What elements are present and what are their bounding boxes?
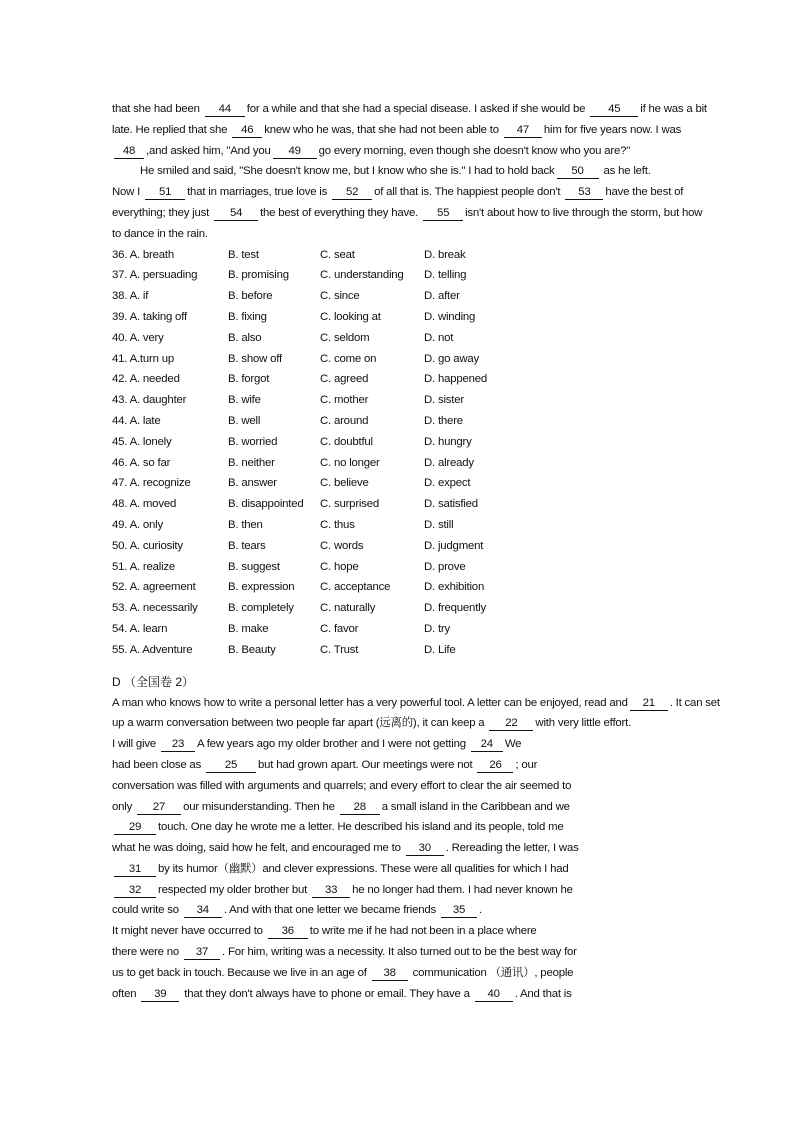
option-b[interactable]: B. well — [228, 414, 261, 427]
text-line — [112, 713, 682, 734]
answer-blank[interactable]: 29 — [114, 820, 156, 835]
text-run: . It can set — [669, 696, 720, 709]
text-run: of all that is. The happiest people don't — [374, 186, 564, 199]
text-line — [112, 942, 682, 963]
option-b[interactable]: B. fixing — [228, 310, 267, 323]
text-run: he no longer had them. I had never known he — [352, 883, 573, 896]
option-a[interactable]: 36. A. breath — [112, 248, 174, 261]
option-a[interactable]: 41. A.turn up — [112, 352, 174, 365]
answer-blank[interactable]: 25 — [206, 758, 256, 773]
option-c[interactable]: C. favor — [320, 622, 359, 635]
option-a[interactable]: 47. A. recognize — [112, 477, 191, 490]
answer-blank[interactable]: 53 — [565, 185, 603, 200]
text-line — [112, 224, 682, 245]
option-row — [112, 536, 682, 557]
option-d[interactable]: D. already — [424, 456, 474, 469]
text-line — [112, 838, 682, 859]
answer-blank[interactable]: 54 — [214, 206, 258, 221]
option-b[interactable]: B. completely — [228, 602, 294, 615]
text-run: only — [112, 800, 136, 813]
option-d[interactable]: D. expect — [424, 477, 471, 490]
option-c[interactable]: C. understanding — [320, 269, 404, 282]
text-run: by its humor（幽默）and clever expressions. These were all qualities for which I had — [158, 862, 569, 875]
text-run: knew who he was, that she had not been able to — [264, 123, 502, 136]
text-run: for a while and that she had a special disease. I asked if she would be — [246, 103, 589, 115]
option-a[interactable]: 49. A. only — [112, 518, 163, 531]
answer-blank[interactable]: 40 — [475, 987, 513, 1002]
option-b[interactable]: B. tears — [228, 539, 266, 552]
option-a[interactable]: 40. A. very — [112, 331, 164, 344]
text-line — [112, 984, 682, 1005]
option-row — [112, 557, 682, 578]
option-a[interactable]: 55. A. Adventure — [112, 643, 193, 656]
answer-blank[interactable]: 39 — [141, 987, 179, 1002]
option-row — [112, 328, 682, 349]
option-b[interactable]: B. then — [228, 518, 263, 531]
text-run: ; our — [515, 758, 538, 771]
option-d[interactable]: D. go away — [424, 352, 479, 365]
option-d[interactable]: D. hungry — [424, 435, 472, 448]
option-d[interactable]: D. prove — [424, 560, 466, 573]
answer-blank[interactable]: 31 — [114, 862, 156, 877]
answer-blank[interactable]: 47 — [504, 123, 542, 138]
option-row — [112, 432, 682, 453]
text-run: Now I — [112, 186, 144, 199]
passage-d — [112, 693, 720, 1005]
option-a[interactable]: 42. A. needed — [112, 373, 180, 386]
text-run: isn't about how to live through the storm, but how — [465, 206, 703, 219]
answer-blank[interactable]: 51 — [145, 185, 185, 200]
option-a[interactable]: 52. A. agreement — [112, 581, 196, 594]
text-line — [112, 921, 682, 942]
text-run: to write me if he had not been in a place where — [309, 925, 537, 938]
answer-blank[interactable]: 38 — [372, 966, 408, 981]
answer-blank[interactable]: 33 — [312, 883, 350, 898]
answer-blank[interactable]: 36 — [268, 924, 308, 939]
answer-blank[interactable]: 35 — [441, 903, 477, 918]
option-b[interactable]: B. forgot — [228, 373, 270, 386]
text-run: but had grown apart. Our meetings were not — [258, 758, 476, 771]
text-run: have the best of — [605, 186, 684, 199]
option-b[interactable]: B. worried — [228, 435, 278, 448]
option-d[interactable]: D. sister — [424, 394, 464, 407]
text-run: A man who knows how to write a personal letter has a very powerful tool. A letter can be enjoyed, read and — [112, 696, 628, 709]
answer-blank[interactable]: 28 — [340, 800, 380, 815]
text-line — [112, 817, 682, 838]
text-run: that she had been — [112, 103, 203, 115]
option-c[interactable]: C. since — [320, 290, 360, 303]
text-line — [112, 203, 703, 224]
text-line — [112, 99, 707, 120]
option-d[interactable]: D. still — [424, 518, 454, 531]
text-run: could write so — [112, 904, 182, 917]
option-a[interactable]: 46. A. so far — [112, 456, 171, 469]
text-run: as he left. — [600, 165, 651, 178]
text-run: ,and asked him, "And you — [146, 144, 271, 157]
text-run: had been close as — [112, 758, 205, 771]
text-run: . — [478, 904, 482, 917]
option-d[interactable]: D. judgment — [424, 539, 484, 552]
option-c[interactable]: C. words — [320, 539, 364, 552]
text-line — [112, 880, 682, 901]
text-run: He smiled and said, "She doesn't know me, but I know who she is." I had to hold back — [140, 165, 555, 178]
option-row — [112, 577, 682, 598]
text-run: our misunderstanding. Then he — [183, 800, 338, 813]
option-c[interactable]: C. Trust — [320, 643, 359, 656]
option-d[interactable]: D. there — [424, 414, 463, 427]
option-d[interactable]: D. satisfied — [424, 498, 478, 511]
text-run: to dance in the rain. — [112, 227, 208, 240]
option-a[interactable]: 38. A. if — [112, 290, 149, 303]
option-row — [112, 640, 682, 661]
text-run: if he was a bit — [640, 103, 707, 115]
text-run: up a warm conversation between two people far apart (远离的), it can keep a — [112, 717, 488, 730]
answer-blank[interactable]: 37 — [184, 945, 220, 960]
text-run: that in marriages, true love is — [187, 186, 331, 199]
option-c[interactable]: C. no longer — [320, 456, 380, 469]
text-run: us to get back in touch. Because we live in an age of — [112, 966, 370, 979]
answer-blank[interactable]: 32 — [114, 883, 156, 898]
text-line — [112, 734, 682, 755]
text-line — [112, 161, 682, 182]
option-b[interactable]: B. disappointed — [228, 498, 304, 511]
option-row — [112, 349, 682, 370]
text-run: It might never have occurred to — [112, 925, 266, 938]
option-row — [112, 369, 682, 390]
text-run: go every morning, even though she doesn't know who you are?" — [318, 144, 631, 157]
option-row — [112, 411, 682, 432]
option-d[interactable]: D. winding — [424, 310, 476, 323]
option-b[interactable]: B. suggest — [228, 560, 280, 573]
option-b[interactable]: B. neither — [228, 456, 275, 469]
option-b[interactable]: B. before — [228, 290, 273, 303]
text-run: communication （通讯）, people — [409, 966, 574, 979]
option-a[interactable]: 39. A. taking off — [112, 310, 187, 323]
option-b[interactable]: B. also — [228, 331, 262, 344]
text-line — [112, 693, 720, 714]
text-run: . Rereading the letter, I was — [445, 842, 579, 855]
option-a[interactable]: 50. A. curiosity — [112, 539, 183, 552]
option-c[interactable]: C. thus — [320, 518, 355, 531]
option-d[interactable]: D. after — [424, 290, 460, 303]
text-run: We — [504, 738, 522, 751]
text-line — [112, 120, 682, 141]
option-c[interactable]: C. doubtful — [320, 435, 373, 448]
answer-blank[interactable]: 34 — [184, 903, 222, 918]
text-run: A few years ago my older brother and I were not getting — [196, 738, 469, 751]
option-row — [112, 390, 682, 411]
option-row — [112, 598, 682, 619]
text-run: . And that is — [514, 987, 572, 1000]
text-run: conversation was filled with arguments and quarrels; and every effort to clear the air seemed to — [112, 779, 572, 792]
option-d[interactable]: D. break — [424, 248, 466, 261]
option-b[interactable]: B. expression — [228, 581, 295, 594]
option-a[interactable]: 53. A. necessarily — [112, 602, 198, 615]
answer-blank[interactable]: 22 — [489, 716, 533, 731]
text-run: often — [112, 987, 140, 1000]
option-a[interactable]: 44. A. late — [112, 414, 161, 427]
text-run: a small island in the Caribbean and we — [381, 800, 570, 813]
option-c[interactable]: C. hope — [320, 560, 359, 573]
text-run: I will give — [112, 738, 159, 751]
option-b[interactable]: B. show off — [228, 352, 282, 365]
document-page — [112, 99, 720, 1004]
answer-blank[interactable]: 52 — [332, 185, 372, 200]
text-line — [112, 776, 682, 797]
text-line — [112, 182, 682, 203]
answer-blank[interactable]: 23 — [161, 737, 195, 752]
answer-blank[interactable]: 55 — [423, 206, 463, 221]
option-a[interactable]: 37. A. persuading — [112, 269, 198, 282]
section-heading: D （全国卷 2） — [112, 674, 195, 689]
text-line — [112, 859, 682, 880]
answer-blank[interactable]: 27 — [137, 800, 181, 815]
text-run: . And with that one letter we became friends — [223, 904, 439, 917]
option-a[interactable]: 51. A. realize — [112, 560, 176, 573]
option-b[interactable]: B. wife — [228, 394, 261, 407]
option-row — [112, 307, 682, 328]
option-c[interactable]: C. agreed — [320, 373, 369, 386]
option-d[interactable]: D. not — [424, 331, 454, 344]
option-row — [112, 265, 682, 286]
text-run: touch. One day he wrote me a letter. He described his island and its people, told me — [158, 821, 564, 834]
option-d[interactable]: D. try — [424, 622, 451, 635]
text-run: him for five years now. I was — [543, 123, 682, 136]
option-a[interactable]: 48. A. moved — [112, 498, 177, 511]
text-run: late. He replied that she — [112, 123, 231, 136]
answer-options-list — [112, 245, 682, 661]
option-c[interactable]: C. seldom — [320, 331, 370, 344]
option-c[interactable]: C. come on — [320, 352, 377, 365]
option-c[interactable]: C. naturally — [320, 602, 376, 615]
option-b[interactable]: B. make — [228, 622, 269, 635]
option-row — [112, 473, 682, 494]
option-d[interactable]: D. telling — [424, 269, 467, 282]
option-d[interactable]: D. Life — [424, 643, 456, 656]
option-b[interactable]: B. test — [228, 248, 259, 261]
option-d[interactable]: D. frequently — [424, 602, 486, 615]
text-line — [112, 900, 682, 921]
text-run: everything; they just — [112, 206, 213, 219]
text-line — [112, 963, 682, 984]
option-row — [112, 453, 682, 474]
text-run: with very little effort. — [535, 717, 632, 730]
answer-blank[interactable]: 26 — [477, 758, 513, 773]
text-line — [112, 141, 682, 162]
text-line — [112, 755, 682, 776]
passage-c — [112, 99, 707, 245]
option-row — [112, 286, 682, 307]
option-c[interactable]: C. looking at — [320, 310, 381, 323]
option-b[interactable]: B. answer — [228, 477, 277, 490]
option-row — [112, 245, 682, 266]
answer-blank[interactable]: 50 — [557, 164, 599, 179]
text-run: the best of everything they have. — [260, 206, 422, 219]
answer-blank[interactable]: 49 — [273, 144, 317, 159]
option-a[interactable]: 43. A. daughter — [112, 394, 187, 407]
text-run: what he was doing, said how he felt, and encouraged me to — [112, 842, 404, 855]
text-run: respected my older brother but — [158, 883, 311, 896]
option-d[interactable]: D. exhibition — [424, 581, 485, 594]
text-run: that they don't always have to phone or email. They have a — [181, 987, 473, 1000]
answer-blank[interactable]: 44 — [205, 102, 245, 117]
text-run: there were no — [112, 946, 183, 959]
option-b[interactable]: B. promising — [228, 269, 289, 282]
answer-blank[interactable]: 45 — [590, 102, 638, 117]
option-b[interactable]: B. Beauty — [228, 643, 276, 656]
option-c[interactable]: C. around — [320, 414, 369, 427]
option-row — [112, 515, 682, 536]
text-run: . For him, writing was a necessity. It also turned out to be the best way for — [222, 946, 577, 959]
option-c[interactable]: C. seat — [320, 248, 355, 261]
option-a[interactable]: 54. A. learn — [112, 622, 168, 635]
option-c[interactable]: C. acceptance — [320, 581, 391, 594]
text-line — [112, 797, 682, 818]
option-c[interactable]: C. mother — [320, 394, 369, 407]
answer-blank[interactable]: 30 — [406, 841, 444, 856]
answer-blank[interactable]: 48 — [114, 144, 144, 159]
option-c[interactable]: C. surprised — [320, 498, 380, 511]
answer-blank[interactable]: 46 — [232, 123, 262, 138]
answer-blank[interactable]: 24 — [471, 737, 503, 752]
answer-blank[interactable]: 21 — [630, 696, 668, 711]
option-row — [112, 619, 682, 640]
option-row — [112, 494, 682, 515]
option-a[interactable]: 45. A. lonely — [112, 435, 172, 448]
option-d[interactable]: D. happened — [424, 373, 488, 386]
option-c[interactable]: C. believe — [320, 477, 369, 490]
